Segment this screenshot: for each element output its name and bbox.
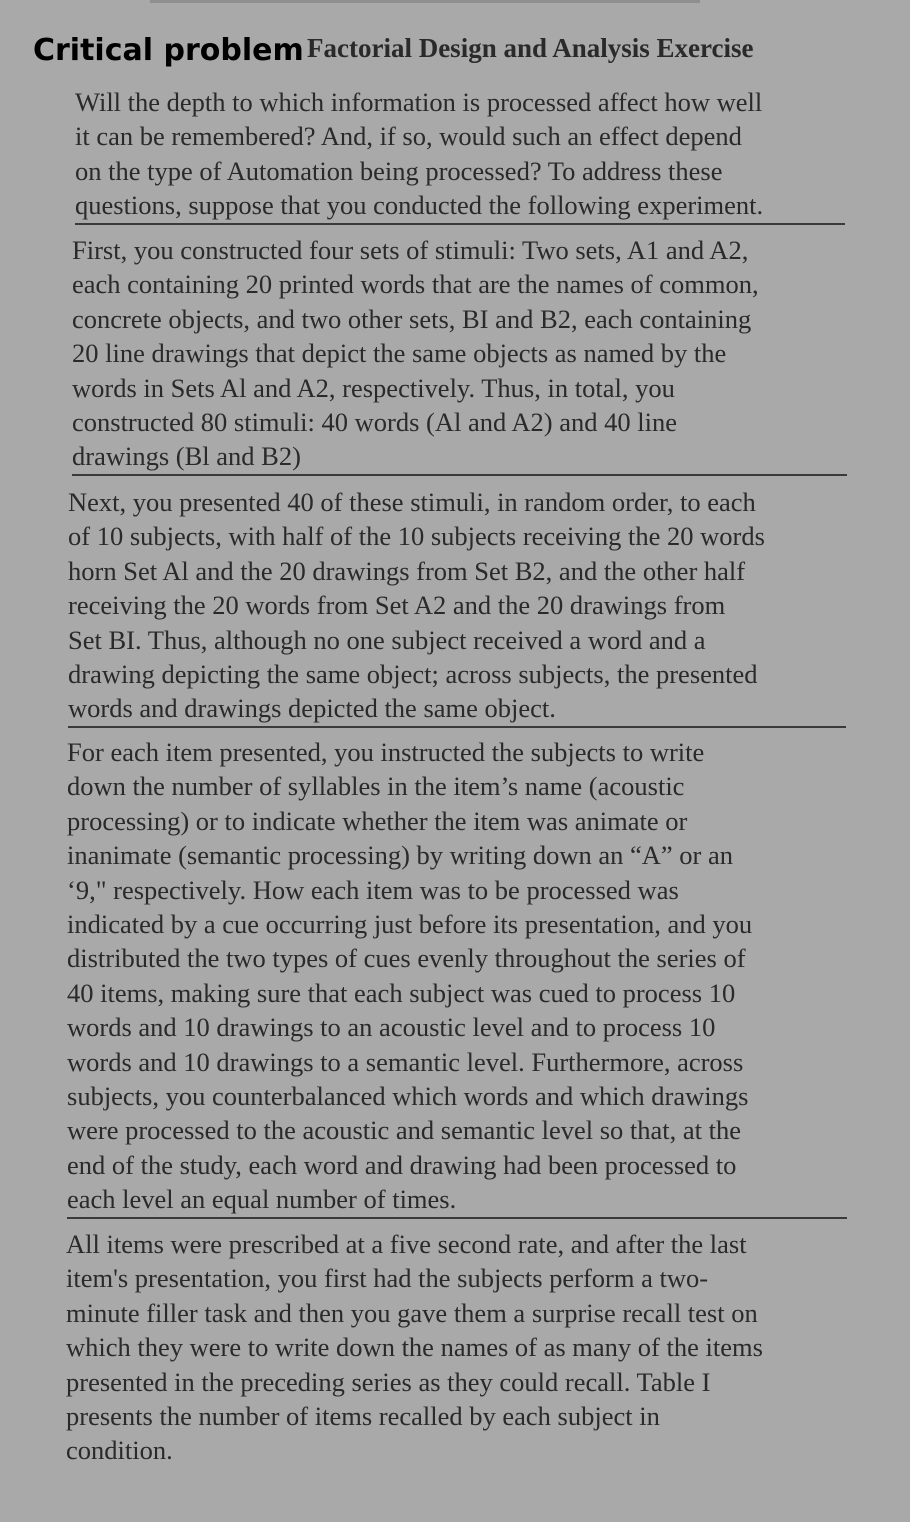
document-title: Factorial Design and Analysis Exercise	[307, 33, 754, 63]
text-line: words in Sets Al and A2, respectively. Thus, in total, you	[72, 372, 675, 403]
text-line: were processed to the acoustic and semantic level so that, at the	[67, 1115, 742, 1146]
top-edge-bar	[150, 0, 700, 3]
text-line: inanimate (semantic processing) by writing down an “A” or an	[67, 840, 733, 871]
text-line: 20 line drawings that depict the same objects as named by the	[72, 338, 727, 369]
text-line: All items were prescribed at a five second rate, and after the last	[66, 1229, 747, 1259]
text-line: which they were to write down the names of as many of the items	[66, 1332, 763, 1363]
text-line: Will the depth to which information is processed affect how well	[75, 87, 763, 117]
text-line: each containing 20 printed words that are the names of common,	[72, 269, 759, 300]
text-line: item's presentation, you first had the subjects perform a two-	[66, 1263, 709, 1294]
paragraph-intro	[75, 85, 845, 225]
text-line: presented in the preceding series as they could recall. Table I	[66, 1366, 711, 1397]
text-line: processing) or to indicate whether the item was animate or	[67, 805, 688, 836]
text-line: down the number of syllables in the item’s name (acoustic	[67, 771, 685, 802]
text-line: of 10 subjects, with half of the 10 subjects receiving the 20 words	[68, 521, 765, 552]
paragraph-stimuli	[72, 233, 847, 476]
text-line: receiving the 20 words from Set A2 and the 20 drawings from	[68, 590, 726, 621]
text-line: on the type of Automation being processed? To address these	[75, 155, 723, 186]
text-line: minute filler task and then you gave them a surprise recall test on	[66, 1297, 758, 1328]
text-line: presents the number of items recalled by each subject in	[66, 1401, 660, 1432]
text-line: drawings (Bl and B2)	[72, 441, 301, 472]
text-line: indicated by a cue occurring just before its presentation, and you	[67, 909, 753, 940]
text-line: Set BI. Thus, although no one subject received a word and a	[68, 624, 706, 655]
paragraph-recall	[66, 1227, 846, 1468]
paragraph-presentation	[68, 485, 846, 728]
text-line: condition.	[66, 1435, 173, 1466]
text-line: constructed 80 stimuli: 40 words (Al and A2) and 40 line	[72, 407, 677, 438]
text-line: drawing depicting the same object; across subjects, the presented	[68, 659, 758, 690]
text-line: subjects, you counterbalanced which words and which drawings	[67, 1081, 749, 1112]
text-line: distributed the two types of cues evenly throughout the series of	[67, 943, 746, 974]
text-line: ‘9," respectively. How each item was to be processed was	[67, 874, 679, 905]
text-line: For each item presented, you instructed the subjects to write	[67, 737, 705, 767]
text-line: it can be remembered? And, if so, would such an effect depend	[75, 121, 742, 152]
text-line: 40 items, making sure that each subject was cued to process 10	[67, 977, 736, 1008]
paragraph-instructions	[67, 735, 847, 1219]
text-line: words and 10 drawings to a semantic level. Furthermore, across	[67, 1046, 744, 1077]
text-line: questions, suppose that you conducted the following experiment.	[75, 190, 764, 221]
text-line: end of the study, each word and drawing had been processed to	[67, 1149, 737, 1180]
text-line: words and drawings depicted the same object.	[68, 693, 556, 724]
text-line: words and 10 drawings to an acoustic level and to process 10	[67, 1012, 716, 1043]
text-line: each level an equal number of times.	[67, 1184, 457, 1215]
overlay-title: Critical problem	[33, 33, 304, 68]
text-line: First, you constructed four sets of stimuli: Two sets, A1 and A2,	[72, 235, 749, 265]
text-line: concrete objects, and two other sets, BI and B2, each containing	[72, 303, 752, 334]
text-line: horn Set Al and the 20 drawings from Set B2, and the other half	[68, 555, 746, 586]
text-line: Next, you presented 40 of these stimuli, in random order, to each	[68, 487, 756, 517]
